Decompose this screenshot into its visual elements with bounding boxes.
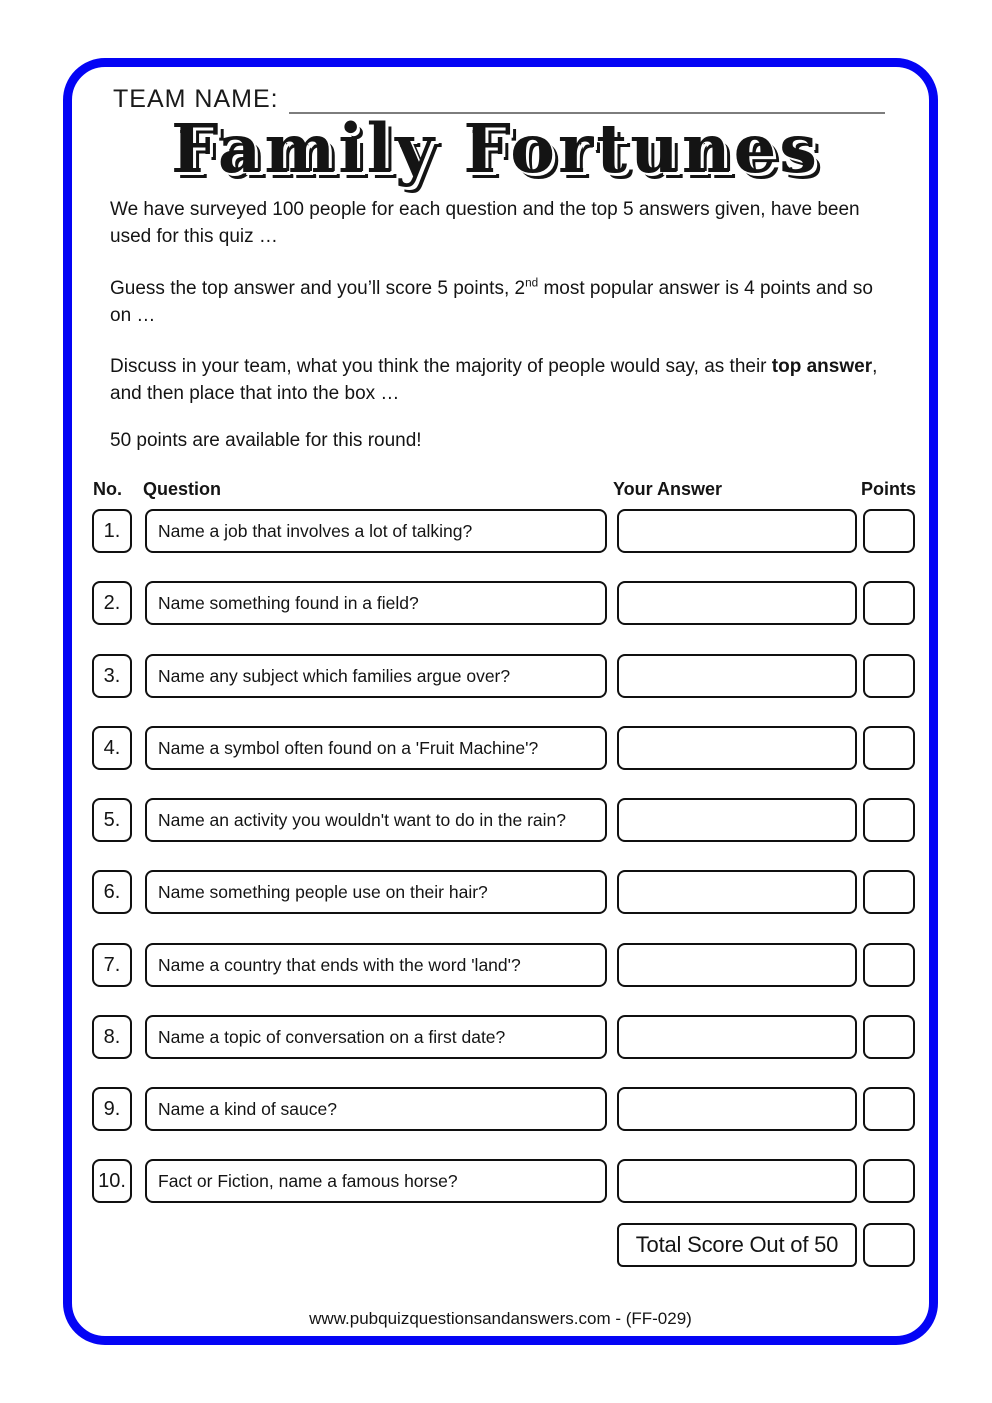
column-header-question: Question <box>143 479 222 499</box>
answer-box-2[interactable] <box>617 581 857 625</box>
question-number-1: 1. <box>92 509 132 553</box>
question-number-5: 5. <box>92 798 132 842</box>
table-row <box>72 798 929 842</box>
table-row <box>72 1015 929 1059</box>
points-box-3[interactable] <box>863 654 915 698</box>
intro-paragraph-discuss <box>110 354 896 408</box>
points-box-9[interactable] <box>863 1087 915 1131</box>
answer-box-1[interactable] <box>617 509 857 553</box>
intro-paragraph-points-available: 50 points are available for this round! <box>110 430 422 451</box>
question-number-4: 4. <box>92 726 132 770</box>
total-score-points-box[interactable] <box>863 1223 915 1267</box>
answer-box-3[interactable] <box>617 654 857 698</box>
points-box-5[interactable] <box>863 798 915 842</box>
discuss-text-start: Discuss in your team, what you think the majority of people would say, as their <box>110 356 772 377</box>
column-header-no: No. <box>93 479 122 499</box>
question-text-2: Name something found in a field? <box>145 581 607 625</box>
points-box-10[interactable] <box>863 1159 915 1203</box>
page-title: Family Fortunes <box>171 109 820 188</box>
points-box-6[interactable] <box>863 870 915 914</box>
footer-text: www.pubquizquestionsandanswers.com - (FF-029) <box>309 1309 692 1328</box>
answer-box-5[interactable] <box>617 798 857 842</box>
question-number-8: 8. <box>92 1015 132 1059</box>
question-text-3: Name any subject which families argue over? <box>145 654 607 698</box>
answer-box-6[interactable] <box>617 870 857 914</box>
table-row <box>72 1087 929 1131</box>
question-text-10: Fact or Fiction, name a famous horse? <box>145 1159 607 1203</box>
total-score-row <box>72 1223 929 1267</box>
table-row <box>72 581 929 625</box>
table-row <box>72 870 929 914</box>
points-box-2[interactable] <box>863 581 915 625</box>
points-box-4[interactable] <box>863 726 915 770</box>
column-header-points: Points <box>861 479 917 499</box>
points-box-1[interactable] <box>863 509 915 553</box>
question-text-1: Name a job that involves a lot of talking? <box>145 509 607 553</box>
question-number-9: 9. <box>92 1087 132 1131</box>
points-box-8[interactable] <box>863 1015 915 1059</box>
question-number-10: 10. <box>92 1159 132 1203</box>
answer-box-7[interactable] <box>617 943 857 987</box>
scoring-text-end: most popular answer is 4 points and so on … <box>110 278 873 326</box>
scoring-text-start: Guess the top answer and you’ll score 5 points, 2 <box>110 278 526 299</box>
answer-box-10[interactable] <box>617 1159 857 1203</box>
intro-paragraph-scoring <box>110 276 896 330</box>
table-row <box>72 509 929 553</box>
question-text-6: Name something people use on their hair? <box>145 870 607 914</box>
points-box-7[interactable] <box>863 943 915 987</box>
question-text-9: Name a kind of sauce? <box>145 1087 607 1131</box>
question-text-4: Name a symbol often found on a 'Fruit Machine'? <box>145 726 607 770</box>
table-row <box>72 654 929 698</box>
table-row <box>72 726 929 770</box>
question-text-5: Name an activity you wouldn't want to do in the rain? <box>145 798 607 842</box>
table-row <box>72 943 929 987</box>
question-text-7: Name a country that ends with the word 'land'? <box>145 943 607 987</box>
intro-paragraph-survey: We have surveyed 100 people for each question and the top 5 answers given, have been used for this quiz … <box>110 199 860 247</box>
team-name-label: TEAM NAME: <box>113 85 279 113</box>
worksheet-card <box>63 58 938 1345</box>
total-score-label-box: Total Score Out of 50 <box>617 1223 857 1267</box>
answer-box-9[interactable] <box>617 1087 857 1131</box>
question-text-8: Name a topic of conversation on a first date? <box>145 1015 607 1059</box>
question-number-7: 7. <box>92 943 132 987</box>
discuss-text-bold: top answer <box>771 356 873 377</box>
question-number-3: 3. <box>92 654 132 698</box>
column-header-your-answer: Your Answer <box>613 479 723 499</box>
ordinal-superscript: nd <box>525 276 539 290</box>
discuss-text-end: , and then place that into the box … <box>110 356 878 404</box>
answer-box-8[interactable] <box>617 1015 857 1059</box>
question-number-6: 6. <box>92 870 132 914</box>
table-row <box>72 1159 929 1203</box>
question-number-2: 2. <box>92 581 132 625</box>
answer-box-4[interactable] <box>617 726 857 770</box>
